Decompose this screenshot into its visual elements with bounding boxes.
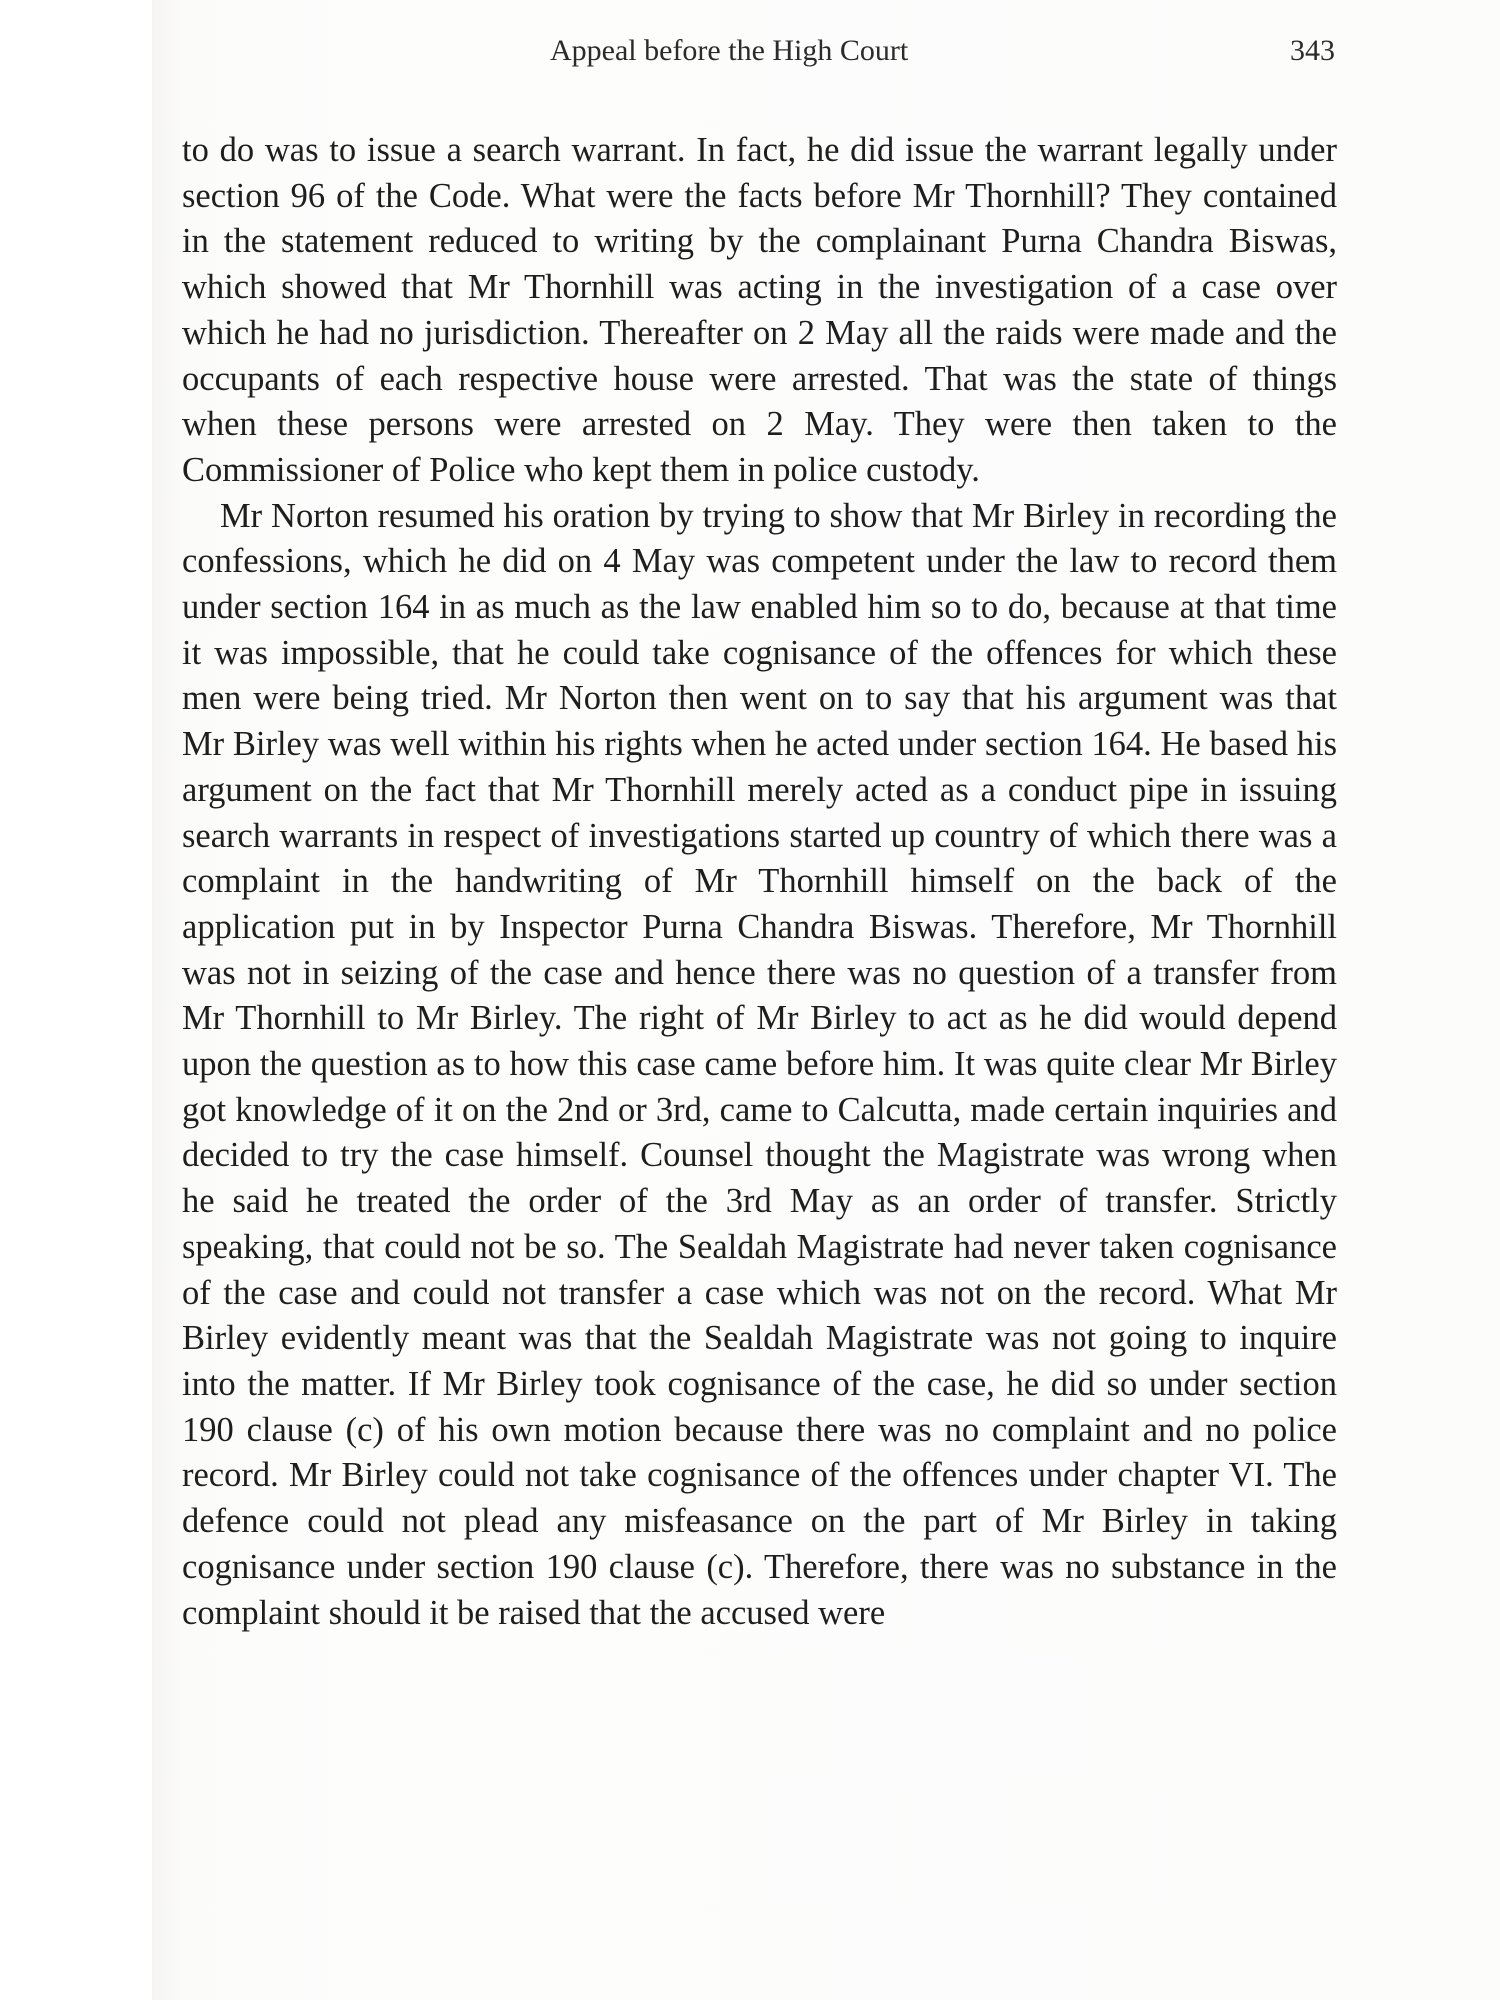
paragraph-norton-oration: Mr Norton resumed his oration by trying to show that Mr Birley in recording the confessions, which he did on 4 May was competent under the law to record them under section 164 in as much as the law enabled him so to do, because at that time it was impossible, that he could take cognisance of the offences for which these men were being tried. Mr Norton then went on to say that his argument was that Mr Birley was well within his rights when he acted under section 164. He based his argument on the fact that Mr Thornhill merely acted as a conduct pipe in issuing search warrants in respect of investigations started up country of which there was a complaint in the handwriting of Mr Thornhill himself on the back of the application put in by Inspector Purna Chandra Biswas. Therefore, Mr Thornhill was not in seizing of the case and hence there was no question of a transfer from Mr Thornhill to Mr Birley. The right of Mr Birley to act as he did would depend upon the question as to how this case came before him. It was quite clear Mr Birley got knowledge of it on the 2nd or 3rd, came to Calcutta, made certain inquiries and decided to try the case himself. Counsel thought the Magistrate was wrong when he said he treated the order of the 3rd May as an order of transfer. Strictly speaking, that could not be so. The Sealdah Magistrate had never taken cognisance of the case and could not transfer a case which was not on the record. What Mr Birley evidently meant was that the Sealdah Magistrate was not going to inquire into the matter. If Mr Birley took cognisance of the case, he did so under section 190 clause (c) of his own motion because there was no complaint and no police record. Mr Birley could not take cognisance of the offences under chapter VI. The defence could not plead any misfeasance on the part of Mr Birley in taking cognisance under section 190 clause (c). Therefore, there was no substance in the complaint should it be raised that the accused were (182, 496, 1337, 1632)
page-number: 343 (1290, 34, 1335, 67)
body-text (182, 128, 1337, 1636)
running-header (185, 30, 1335, 74)
running-header-title: Appeal before the High Court (550, 34, 909, 67)
paragraph-continued: to do was to issue a search warrant. In fact, he did issue the warrant legally under section 96 of the Code. What were the facts before Mr Thornhill? They contained in the statement reduced to writing by the complainant Purna Chandra Biswas, which showed that Mr Thornhill was acting in the investigation of a case over which he had no jurisdiction. Thereafter on 2 May all the raids were made and the occupants of each respective house were arrested. That was the state of things when these persons were arrested on 2 May. They were then taken to the Commissioner of Police who kept them in police custody. (182, 131, 1337, 489)
